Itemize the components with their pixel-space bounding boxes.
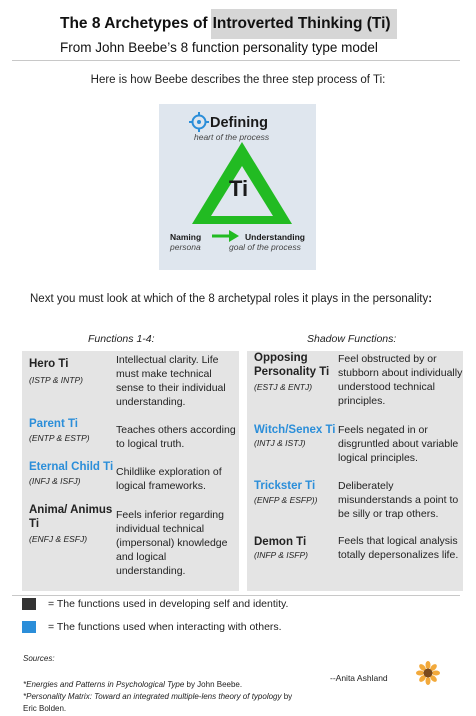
function-desc: Feel obstructed by or stubborn about individually understood technical principles. [338,353,463,407]
function-desc: Childlike exploration of logical frameworks. [116,466,222,492]
naming-label: Naming [170,232,202,242]
function-types: (INFJ & ISFJ) [29,476,81,486]
function-name: Opposing Personality Ti [254,352,330,378]
shadow-panel [247,351,463,591]
function-name: Anima/ Animus Ti [29,504,113,530]
understanding-label: Understanding [245,232,305,242]
intro-text: Here is how Beebe describes the three step process of Ti: [90,74,386,86]
arrow-right-icon [212,230,239,242]
legend-blue [22,621,282,633]
function-types: (ENFJ & ESFJ) [29,534,88,544]
ti-center-label: Ti [229,176,249,201]
function-types: (INTJ & ISTJ) [254,438,306,448]
shadow-heading: Shadow Functions: [307,333,397,345]
defining-sublabel: heart of the process [194,132,270,142]
function-types: (ESTJ & ENTJ) [254,382,313,392]
sources-heading: Sources: [23,654,55,663]
function-desc: Deliberately misunderstands a point to be silly or trap others. [338,480,459,520]
function-desc: Teaches others according to logical truth. [116,424,236,450]
function-desc: Intellectual clarity. Life must make technical sense to their individual understanding. [116,354,226,408]
defining-label: Defining [210,115,268,131]
source-ref-1: *Energies and Patterns in Psychological Type by John Beebe. [23,680,243,689]
function-name: Hero Ti [29,358,69,370]
function-types: (ISTP & INTP) [29,375,83,385]
sunflower-logo-icon [416,661,440,690]
crosshair-icon [189,112,209,132]
dark-swatch [22,598,36,610]
naming-sublabel: persona [170,242,201,252]
function-name: Trickster Ti [254,480,316,492]
title-prefix: The 8 Archetypes of [60,15,208,32]
source-ref-2: *Personality Matrix: Toward an integrated multiple-lens theory of typology by Eric Bolden. [23,692,293,713]
function-desc: Feels that logical analysis totally depersonalizes life. [338,535,459,561]
page-subtitle: From John Beebe’s 8 function personality type model [60,40,378,55]
functions-heading: Functions 1-4: [88,333,155,345]
legend-blue-label: = The functions used when interacting with others. [48,621,282,633]
roles-instruction: Next you must look at which of the 8 archetypal roles it plays in the personality: [30,293,433,305]
legend-dark [22,598,288,610]
function-types: (ENFP & ESFP)) [254,495,318,505]
legend-dark-label: = The functions used in developing self and identity. [48,598,289,610]
author-signature: --Anita Ashland [330,673,388,683]
function-desc: Feels negated in or disgruntled about variable logical principles. [338,424,459,464]
function-types: (ENTP & ESTP) [29,433,90,443]
page-title [60,8,397,40]
legend-divider [12,595,460,596]
functions-panel [22,351,239,591]
blue-swatch [22,621,36,633]
function-name: Parent Ti [29,418,78,430]
title-highlight: Introverted Thinking (Ti) [211,9,397,39]
header-divider [12,60,460,61]
function-name: Witch/Senex Ti [254,424,336,436]
ti-process-diagram [159,104,316,270]
function-types: (INFP & ISFP) [254,550,308,560]
function-desc: Feels inferior regarding individual technical (impersonal) knowledge and logical understanding. [116,509,228,577]
function-name: Demon Ti [254,536,307,548]
function-name: Eternal Child Ti [29,461,114,473]
understanding-sublabel: goal of the process [229,242,301,252]
